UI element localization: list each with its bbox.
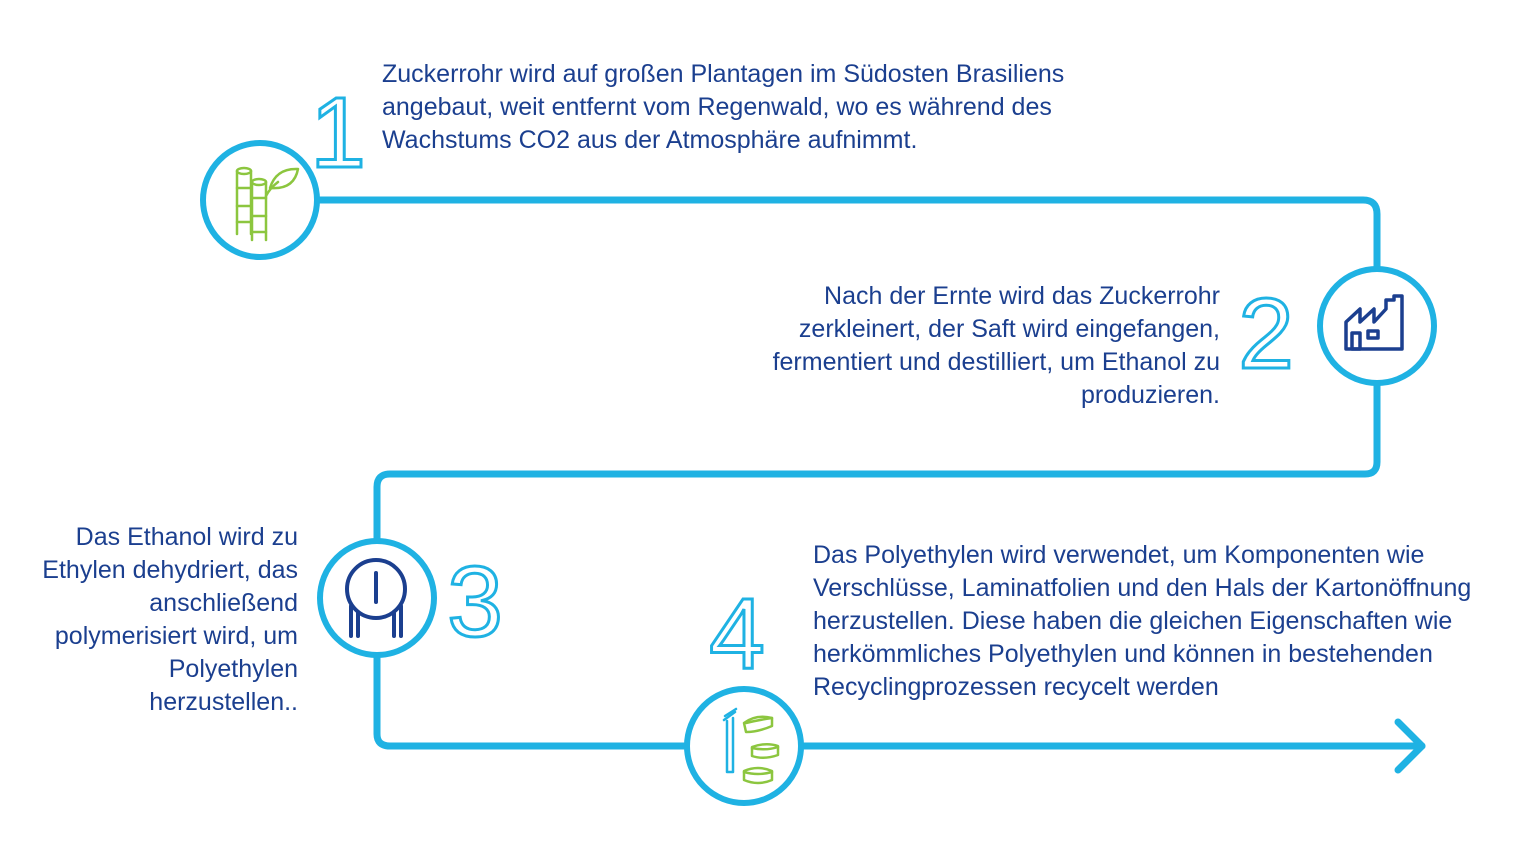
step-4-number: 4 (709, 578, 765, 690)
step-1-description: Zuckerrohr wird auf großen Plantagen im Südosten Brasiliens angebaut, weit entfernt vom Regenwald, wo es während des Wachstums CO2 aus der Atmosphäre aufnimmt. (382, 60, 1065, 154)
step-1-circle (203, 143, 317, 257)
step-2-number: 2 (1238, 278, 1294, 390)
step-4-description: Das Polyethylen wird verwendet, um Komponenten wie Verschlüsse, Laminatfolien und den Hals der Kartonöffnung herzustellen. Diese haben die gleichen Eigenschaften wie herkömmliches Polyethylen und können in bestehenden Recyclingprozessen recycelt werden (813, 541, 1472, 701)
step-1-number: 1 (310, 77, 366, 189)
step-3-number: 3 (447, 546, 503, 658)
step-4-circle (687, 689, 801, 803)
step-3-description: Das Ethanol wird zu Ethylen dehydriert, das anschließend polymerisiert wird, um Polyethylen herzustellen.. (42, 523, 298, 716)
step-2-circle (1320, 269, 1434, 383)
step-2-description: Nach der Ernte wird das Zuckerrohr zerkleinert, der Saft wird eingefangen, fermentiert und destilliert, um Ethanol zu produzieren. (772, 282, 1220, 409)
